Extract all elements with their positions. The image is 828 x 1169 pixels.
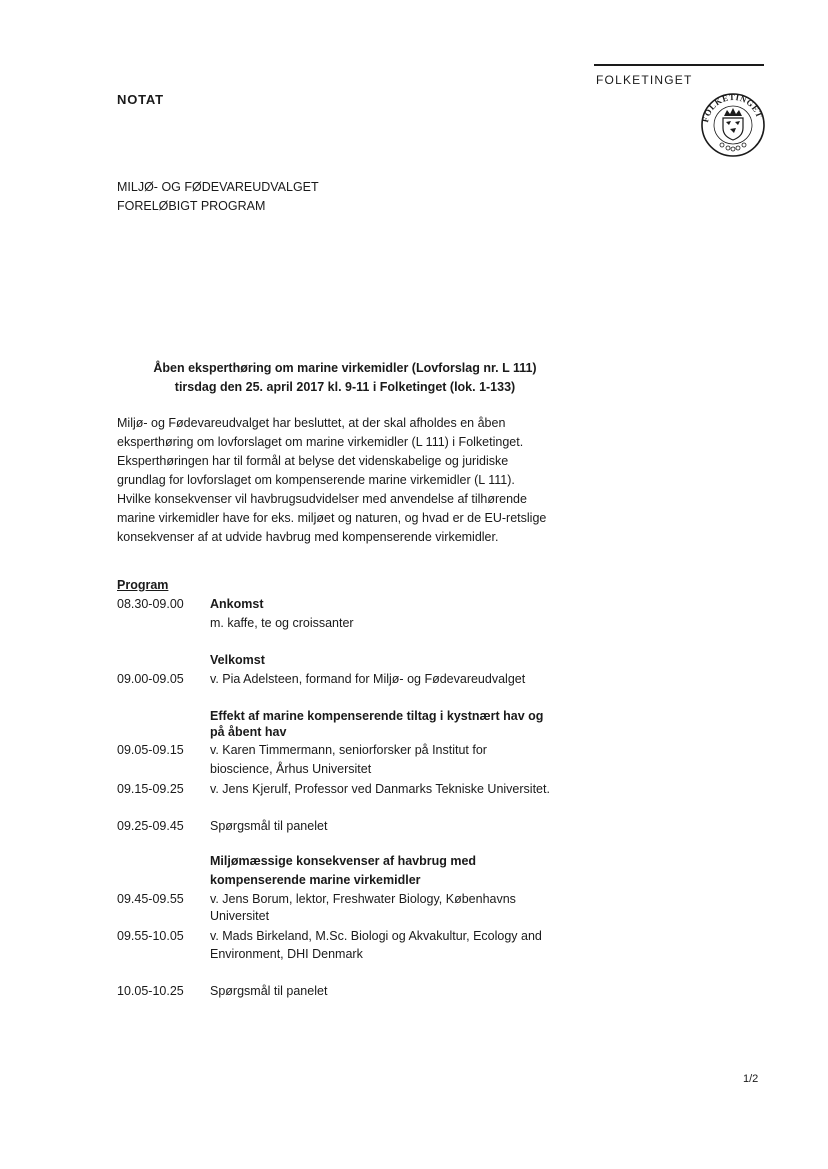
program-heading: Program — [117, 578, 169, 592]
committee-name: MILJØ- OG FØDEVAREUDVALGET — [117, 180, 319, 194]
section2-title-line1: Miljømæssige konsekvenser af havbrug med — [210, 854, 477, 868]
velkomst-detail: v. Pia Adelsteen, formand for Miljø- og Fødevareudvalget — [210, 672, 526, 686]
section1-talk2-line1: v. Jens Kjerulf, Professor ved Danmarks Tekniske Universitet. — [210, 782, 550, 796]
intro-line: grundlag for lovforslaget om kompenserende marine virkemidler (L 111). — [117, 473, 515, 487]
intro-line: Hvilke konsekvenser vil havbrugsudvidelser med anvendelse af tilhørende — [117, 492, 527, 506]
section2-talk1-line1: v. Jens Borum, lektor, Freshwater Biology, Københavns — [210, 892, 516, 906]
section1-title-line1: Effekt af marine kompenserende tiltag i kystnært hav og — [210, 709, 544, 723]
section1-talk1-line1: v. Karen Timmermann, seniorforsker på Institut for — [210, 743, 487, 757]
ankomst-detail: m. kaffe, te og croissanter — [210, 616, 354, 630]
section2-talk2-line1: v. Mads Birkeland, M.Sc. Biologi og Akvakultur, Ecology and — [210, 929, 542, 943]
intro-line: Eksperthøringen har til formål at belyse det videnskabelige og juridiske — [117, 454, 509, 468]
folketinget-seal-icon — [700, 92, 766, 158]
organization-name: FOLKETINGET — [596, 73, 693, 87]
program-status: FORELØBIGT PROGRAM — [117, 199, 266, 213]
committee-block — [117, 178, 319, 216]
intro-line: Miljø- og Fødevareudvalget har besluttet, at der skal afholdes en åben — [117, 416, 506, 430]
section2-title-line2: kompenserende marine virkemidler — [210, 873, 421, 887]
hearing-title — [117, 359, 573, 397]
page-number: 1/2 — [743, 1073, 759, 1085]
section1-title-line2: på åbent hav — [210, 725, 287, 739]
ankomst-title: Ankomst — [210, 597, 264, 611]
section2-talk2-time: 09.55-10.05 — [117, 929, 184, 943]
svg-text:FOLKETINGET: FOLKETINGET — [700, 92, 765, 124]
hearing-title-line2: tirsdag den 25. april 2017 kl. 9-11 i Folketinget (lok. 1-133) — [174, 380, 516, 394]
q2-text: Spørgsmål til panelet — [210, 984, 328, 998]
section1-talk1-time: 09.05-09.15 — [117, 743, 184, 757]
document-type: NOTAT — [117, 92, 164, 107]
q1-time: 09.25-09.45 — [117, 819, 184, 833]
section2-talk1-line2: Universitet — [210, 909, 270, 923]
section2-talk2-line2: Environment, DHI Denmark — [210, 947, 363, 961]
intro-paragraph — [117, 414, 546, 547]
q1-text: Spørgsmål til panelet — [210, 819, 328, 833]
velkomst-title: Velkomst — [210, 653, 265, 667]
header-rule — [594, 64, 764, 66]
ankomst-time: 08.30-09.00 — [117, 597, 184, 611]
section2-talk1-time: 09.45-09.55 — [117, 892, 184, 906]
section1-talk2-time: 09.15-09.25 — [117, 782, 184, 796]
section1-talk1-line2: bioscience, Århus Universitet — [210, 762, 372, 776]
intro-line: marine virkemidler have for eks. miljøet og naturen, og hvad er de EU-retslige — [117, 511, 547, 525]
hearing-title-line1: Åben eksperthøring om marine virkemidler (Lovforslag nr. L 111) — [153, 361, 537, 375]
q2-time: 10.05-10.25 — [117, 984, 184, 998]
velkomst-time: 09.00-09.05 — [117, 672, 184, 686]
intro-line: konsekvenser af at udvide havbrug med kompenserende virkemidler. — [117, 530, 499, 544]
intro-line: eksperthøring om lovforslaget om marine virkemidler (L 111) i Folketinget. — [117, 435, 524, 449]
